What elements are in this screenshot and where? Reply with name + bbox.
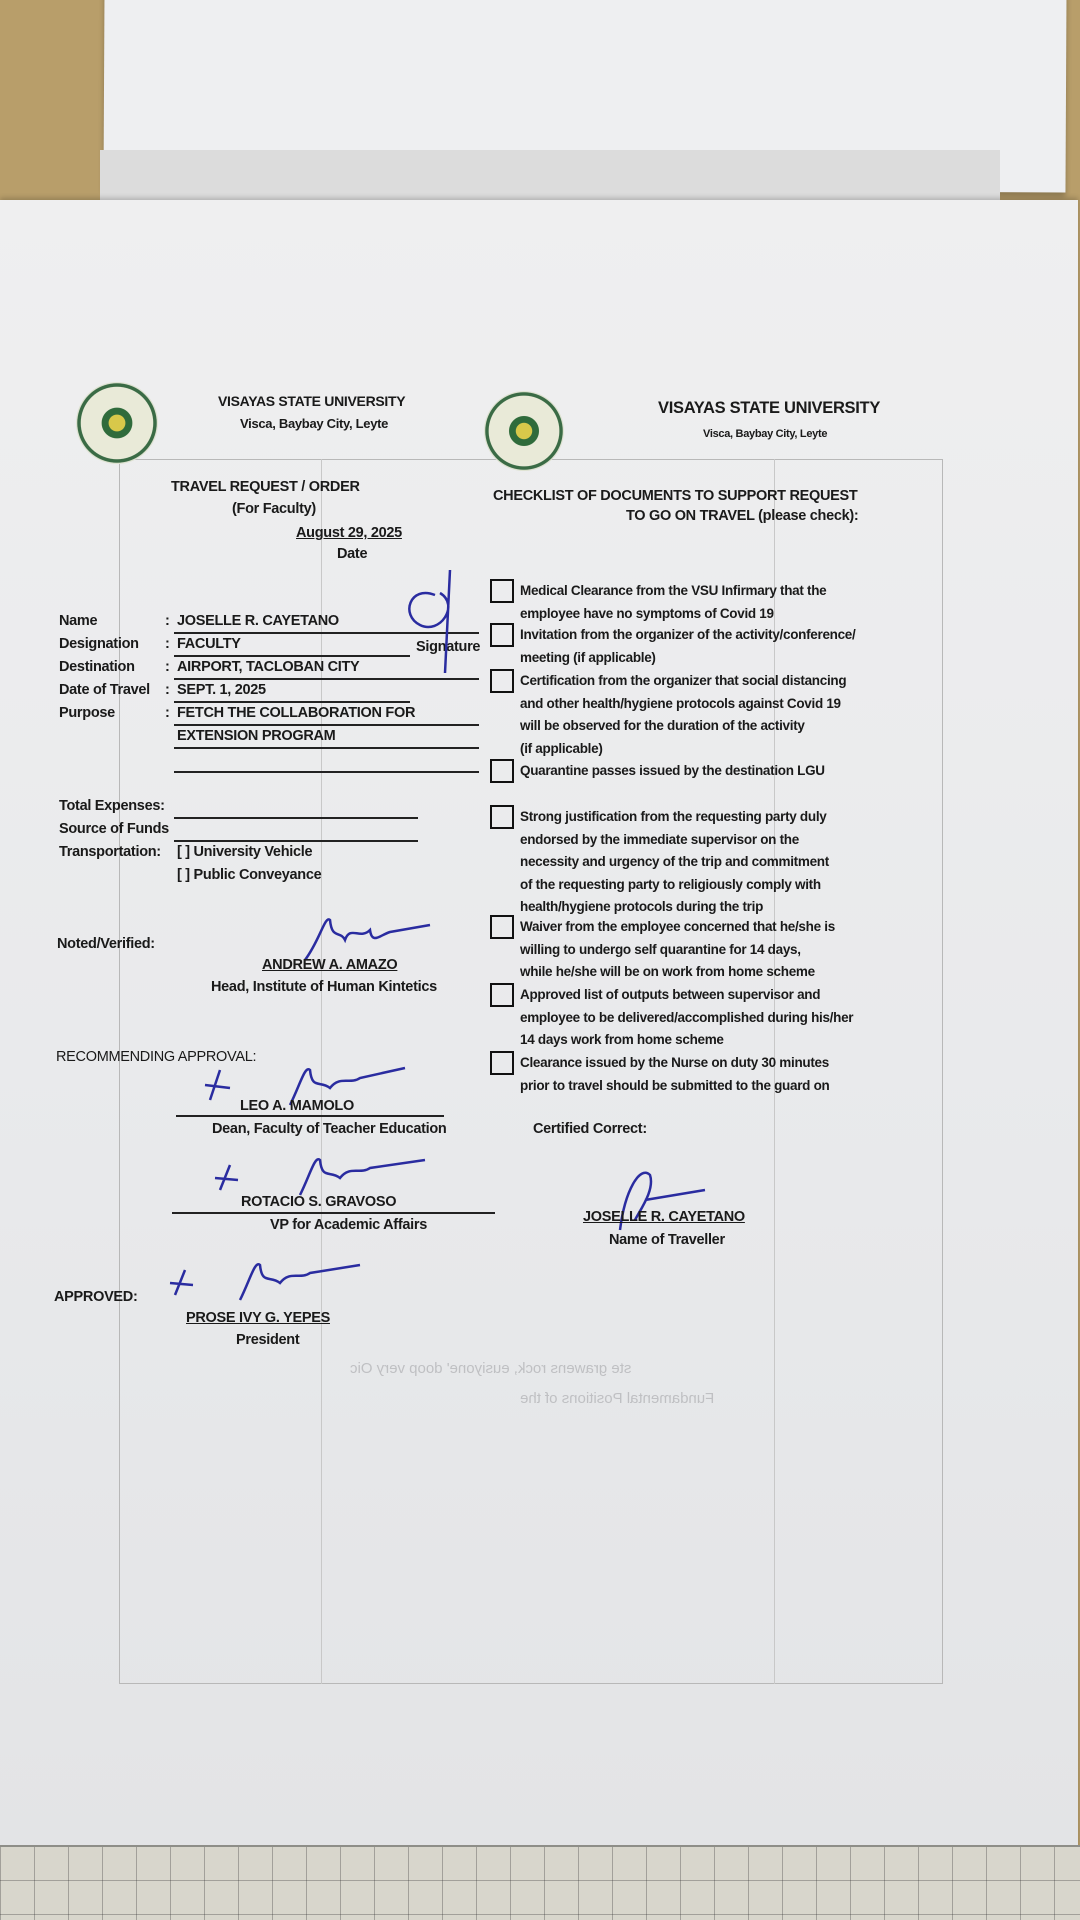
university-address: Visca, Baybay City, Leyte <box>703 428 828 440</box>
checklist-checkbox[interactable] <box>490 579 514 603</box>
field-value[interactable]: FETCH THE COLLABORATION FOR <box>177 705 416 721</box>
checklist-item-text: will be observed for the duration of the activity <box>520 718 805 734</box>
field-value[interactable]: AIRPORT, TACLOBAN CITY <box>177 659 360 675</box>
date-label: Date <box>337 546 368 562</box>
checklist-item-text: while he/she will be on work from home scheme <box>520 964 815 980</box>
checklist-item-text: employee have no symptoms of Covid 19 <box>520 605 774 621</box>
transport-option-university-vehicle[interactable]: [ ] University Vehicle <box>177 844 313 860</box>
signatory-title: VP for Academic Affairs <box>270 1217 427 1233</box>
field-label: Name <box>59 613 98 629</box>
request-date: August 29, 2025 <box>296 525 402 541</box>
field-label: Destination <box>59 659 135 675</box>
checklist-item-text: health/hygiene protocols during the trip <box>520 899 764 915</box>
noted-label: Noted/Verified: <box>57 936 155 952</box>
certified-correct-label: Certified Correct: <box>533 1121 647 1137</box>
bleed-through-text: Fundamental Positions of the <box>520 1390 715 1407</box>
checklist-item-text: willing to undergo self quarantine for 14 days, <box>520 941 801 957</box>
field-label: Date of Travel <box>59 682 150 698</box>
field-label: Designation <box>59 636 139 652</box>
signature-label: Signature <box>416 639 481 655</box>
form-title: TRAVEL REQUEST / ORDER <box>171 479 360 495</box>
approved-label: APPROVED: <box>54 1289 138 1305</box>
field-colon: : <box>165 636 170 652</box>
signatory-name: LEO A. MAMOLO <box>240 1098 354 1114</box>
checklist-checkbox[interactable] <box>490 669 514 693</box>
checklist-item-text: endorsed by the immediate supervisor on the <box>520 831 799 847</box>
field-label: Purpose <box>59 705 115 721</box>
checklist-subtitle: TO GO ON TRAVEL (please check): <box>626 508 859 524</box>
field-colon: : <box>165 682 170 698</box>
checklist-checkbox[interactable] <box>490 1051 514 1075</box>
field-colon: : <box>165 613 170 629</box>
checklist-checkbox[interactable] <box>490 759 514 783</box>
traveller-name: JOSELLE R. CAYETANO <box>583 1209 745 1225</box>
checklist-checkbox[interactable] <box>490 915 514 939</box>
checklist-item-text: of the requesting party to religiously comply with <box>520 876 821 892</box>
signature-yepes <box>165 1255 365 1310</box>
signatory-name: ANDREW A. AMAZO <box>262 957 398 973</box>
checklist-checkbox[interactable] <box>490 623 514 647</box>
total-expenses-label: Total Expenses: <box>59 798 165 814</box>
background-paper-edge <box>100 150 1000 200</box>
checklist-title: CHECKLIST OF DOCUMENTS TO SUPPORT REQUEST <box>493 488 858 504</box>
checklist-item-text: Approved list of outputs between supervisor and <box>520 987 821 1002</box>
field-colon: : <box>165 705 170 721</box>
university-seal-logo <box>484 391 564 471</box>
checklist-item-text: (if applicable) <box>520 740 603 756</box>
checklist-item-text: 14 days work from home scheme <box>520 1032 724 1048</box>
university-address: Visca, Baybay City, Leyte <box>240 416 389 431</box>
field-colon: : <box>165 659 170 675</box>
checklist-item-text: Invitation from the organizer of the activity/conference/ <box>520 627 856 642</box>
traveller-signature <box>390 565 480 675</box>
checklist-item-text: Certification from the organizer that social distancing <box>520 673 847 688</box>
checklist-item-text: Medical Clearance from the VSU Infirmary that the <box>520 583 827 598</box>
university-seal-logo <box>76 382 158 464</box>
bleed-through-text: ste grawens rock, eusiyone' doop very Oic <box>350 1360 632 1377</box>
checklist-item-text: prior to travel should be submitted to the guard on <box>520 1077 830 1093</box>
checklist-item-text: employee to be delivered/accomplished during his/her <box>520 1009 854 1025</box>
checklist-item-text: Quarantine passes issued by the destination LGU <box>520 763 825 778</box>
signatory-title: Head, Institute of Human Kintetics <box>211 979 437 995</box>
checklist-item-text: and other health/hygiene protocols against Covid 19 <box>520 695 841 711</box>
field-value-continued[interactable]: EXTENSION PROGRAM <box>177 728 336 744</box>
field-value[interactable]: SEPT. 1, 2025 <box>177 682 266 698</box>
university-name: VISAYAS STATE UNIVERSITY <box>658 399 881 417</box>
checklist-item-text: meeting (if applicable) <box>520 649 656 665</box>
transport-option-public-conveyance[interactable]: [ ] Public Conveyance <box>177 867 322 883</box>
university-name: VISAYAS STATE UNIVERSITY <box>218 393 406 409</box>
signatory-title: President <box>236 1332 300 1348</box>
traveller-name-label: Name of Traveller <box>609 1232 725 1248</box>
recommending-label: RECOMMENDING APPROVAL: <box>56 1049 257 1065</box>
field-value[interactable]: JOSELLE R. CAYETANO <box>177 613 339 629</box>
field-value[interactable]: FACULTY <box>177 636 241 652</box>
signatory-name: PROSE IVY G. YEPES <box>186 1310 330 1326</box>
cutting-mat <box>0 1845 1080 1920</box>
signatory-title: Dean, Faculty of Teacher Education <box>212 1121 447 1137</box>
checklist-checkbox[interactable] <box>490 983 514 1007</box>
source-of-funds-label: Source of Funds <box>59 821 169 837</box>
checklist-item-text: necessity and urgency of the trip and commitment <box>520 854 829 870</box>
signatory-name: ROTACIO S. GRAVOSO <box>241 1194 397 1210</box>
checklist-item-text: Clearance issued by the Nurse on duty 30 minutes <box>520 1055 829 1070</box>
checklist-item-text: Strong justification from the requesting party duly <box>520 809 827 824</box>
checklist-item-text: Waiver from the employee concerned that he/she is <box>520 919 835 934</box>
checklist-checkbox[interactable] <box>490 805 514 829</box>
form-subtitle: (For Faculty) <box>232 501 316 517</box>
transportation-label: Transportation: <box>59 844 161 860</box>
